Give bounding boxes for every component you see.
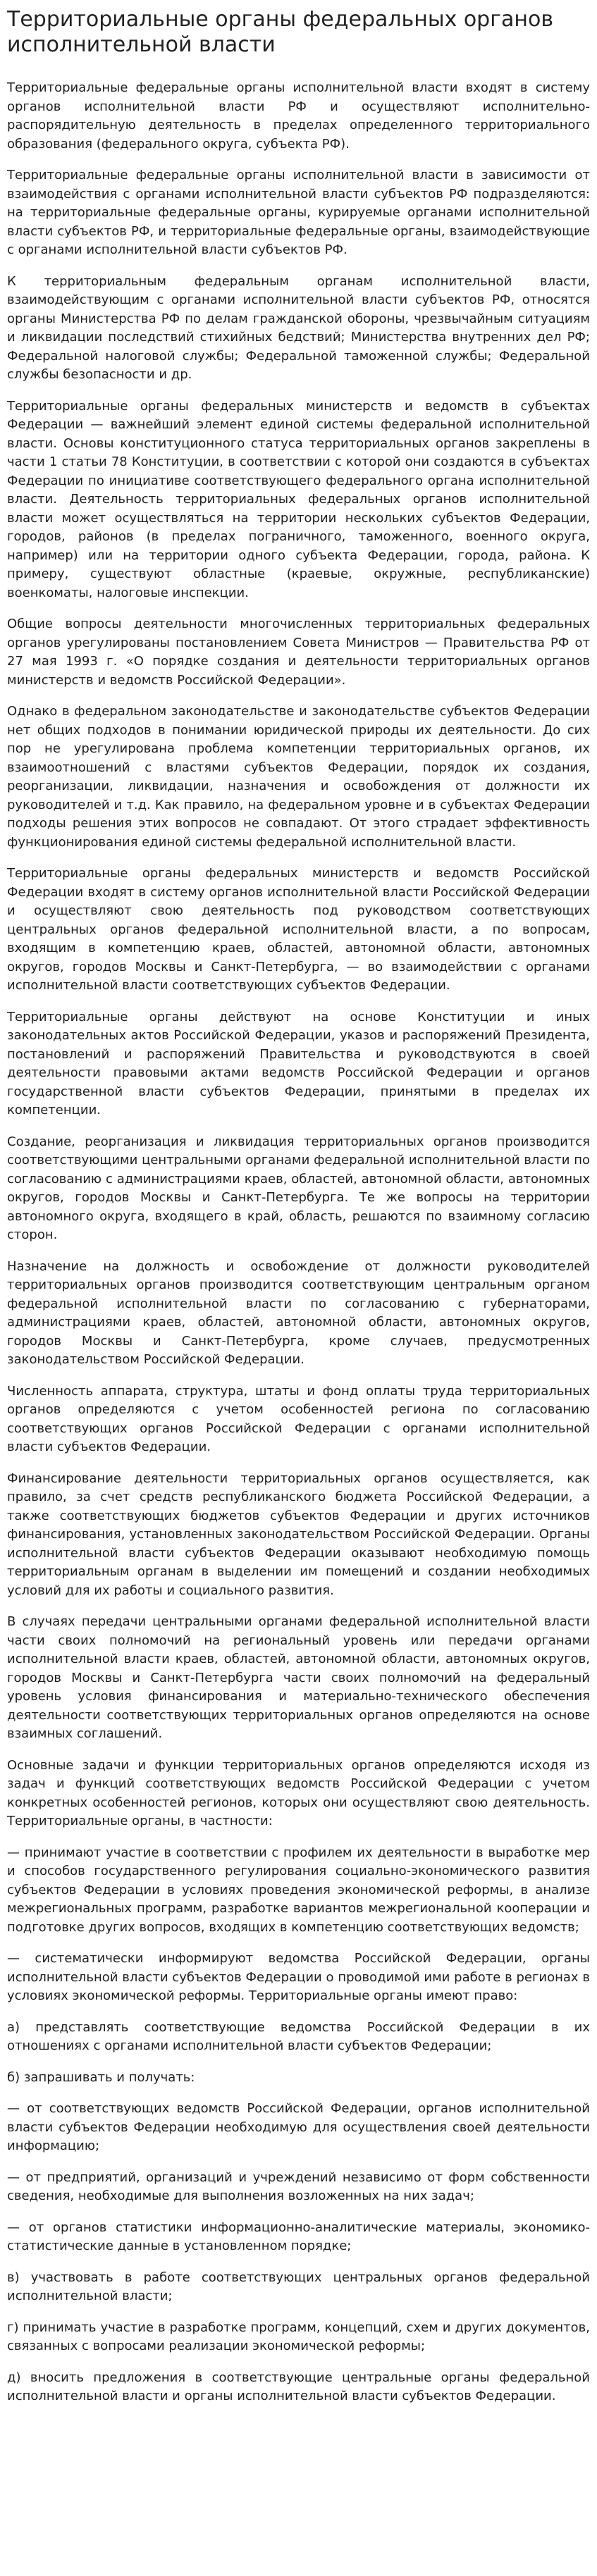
list-item: — от соответствующих ведомств Российской Федерации, органов исполнительной власти субъектов Федерации необходимую для осуществления своей деятельности информацию;	[7, 2101, 590, 2153]
paragraph: Однако в федеральном законодательстве и законодательстве субъектов Федерации нет общих подходов в понимании юридической природы их деятельности. До сих пор не урегулирована проблема компетенции территориальных органов, их взаимоотношений с властями субъектов Федерации, порядок их создания, реорганизации, ликвидации, назначения и освобождения от должности их руководителей и т.д. Как правило, на федеральном уровне и в субъектах Федерации подходы решения этих вопросов не совпадают. От этого страдает эффективность функционирования единой системы федеральной исполнительной власти.	[7, 704, 590, 850]
paragraph: Территориальные органы федеральных министерств и ведомств Российской Федерации входят в систему органов исполнительной власти Российской Федерации и осуществляют свою деятельность под руководством соответствующих центральных органов федеральной исполнительной власти, а по вопросам, входящим в компетенцию краев, областей, автономной области, автономных округов, городов Москвы и Санкт-Петербурга, — во взаимодействии с органами исполнительной власти соответствующих субъектов Федерации.	[7, 866, 590, 993]
paragraph: Назначение на должность и освобождение от должности руководителей территориальных органов производится соответствующим центральным органом федеральной исполнительной власти по согласованию с губернаторами, администрациями краев, областей, автономной области, автономных округов, городов Москвы и Санкт-Петербурга, кроме случаев, предусмотренных законодательством Российской Федерации.	[7, 1258, 590, 1367]
list-item: — систематически информируют ведомства Российской Федерации, органы исполнительной власти субъектов Федерации о проводимой ими работе в регионах в условиях экономической реформы. Территориальные органы имеют право:	[7, 1951, 590, 2003]
paragraph: Создание, реорганизация и ликвидация территориальных органов производится соответствующими центральными органами федеральной исполнительной власти по согласованию с администрациями краев, областей, автономной области, автономных округов, городов Москвы и Санкт-Петербурга. Те же вопросы на территории автономного округа, входящего в край, область, решаются по взаимному согласию сторон.	[7, 1134, 590, 1242]
list-item: д) вносить предложения в соответствующие центральные органы федеральной исполнительной власти и органы исполнительной власти субъектов Федерации.	[7, 2370, 590, 2403]
list-item: — от предприятий, организаций и учреждений независимо от форм собственности сведения, необходимые для выполнения возложенных на них задач;	[7, 2169, 590, 2203]
list-item: в) участвовать в работе соответствующих центральных органов федеральной исполнительной власти;	[7, 2270, 590, 2303]
paragraph: Территориальные федеральные органы исполнительной власти в зависимости от взаимодействия с органами исполнительной власти субъектов РФ подразделяются: на территориальные федеральные органы, курируемые органами исполнительной власти субъектов РФ, и территориальные федеральные органы, взаимодействующие с органами исполнительной власти субъектов РФ.	[7, 168, 590, 257]
paragraph: Территориальные органы федеральных министерств и ведомств в субъектах Федерации — важнейший элемент единой системы федеральной исполнительной власти. Основы конституционного статуса территориальных органов закреплены в части 1 статьи 78 Конституции, в соответствии с которой они создаются в субъектах Федерации по инициативе соответствующего федерального органа исполнительной власти. Деятельность территориальных федеральных органов исполнительной власти может осуществляться на территории нескольких субъектов Федерации, городов, районов (в пределах пограничного, таможенного, военного округа, например) или на территории одного субъекта Федерации, города, района. К примеру, существуют областные (краевые, окружные, республиканские) военкоматы, налоговые инспекции.	[7, 398, 590, 600]
list-item: — принимают участие в соответствии с профилем их деятельности в выработке мер и способов государственного регулирования социально-экономического развития субъектов Федерации в условиях проведения экономической реформы, в анализе межрегиональных программ, разработке вариантов межрегиональной кооперации и подготовке других вопросов, входящих в компетенцию соответствующих ведомств;	[7, 1845, 590, 1935]
paragraph: В случаях передачи центральными органами федеральной исполнительной власти части своих полномочий на региональный уровень или передачи органами исполнительной власти краев, областей, автономной области, автономных округов, городов Москвы и Санкт-Петербурга части своих полномочий на федеральный уровень условия финансирования и материально-технического обеспечения деятельности соответствующих территориальных органов определяются на основе взаимных соглашений.	[7, 1614, 590, 1741]
paragraph: Территориальные федеральные органы исполнительной власти входят в систему органов исполнительной власти РФ и осуществляют исполнительно-распорядительную деятельность в пределах определенного территориального образования (федерального округа, субъекта РФ).	[7, 80, 590, 151]
article-body	[0, 58, 597, 2406]
list-item: г) принимать участие в разработке программ, концепций, схем и других документов, связанных с вопросами реализации экономической реформы;	[7, 2320, 590, 2353]
paragraph: Финансирование деятельности территориальных органов осуществляется, как правило, за счет средств республиканского бюджета Российской Федерации, а также соответствующих бюджетов субъектов Федерации и других источников финансирования, установленных законодательством Российской Федерации. Органы исполнительной власти субъектов Федерации оказывают необходимую помощь территориальным органам в выделении им помещений и создании необходимых условий для их работы и социального развития.	[7, 1470, 590, 1598]
paragraph: Общие вопросы деятельности многочисленных территориальных федеральных органов урегулированы постановлением Совета Министров — Правительства РФ от 27 мая 1993 г. «О порядке создания и деятельности территориальных органов министерств и ведомств Российской Федерации».	[7, 617, 590, 688]
list-item: — от органов статистики информационно-аналитические материалы, экономико-статистические данные в установленном порядке;	[7, 2219, 590, 2253]
list-item: б) запрашивать и получать:	[7, 2069, 195, 2085]
paragraph: Численность аппарата, структура, штаты и фонд оплаты труда территориальных органов определяются с учетом особенностей региона по согласованию соответствующих органов Российской Федерации с органами исполнительной власти субъектов Федерации.	[7, 1383, 590, 1454]
list-item: а) представлять соответствующие ведомства Российской Федерации в их отношениях с органами исполнительной власти субъектов Федерации;	[7, 2019, 590, 2053]
paragraph: Территориальные органы действуют на основе Конституции и иных законодательных актов Российской Федерации, указов и распоряжений Президента, постановлений и распоряжений Правительства и руководствуются в своей деятельности правовыми актами ведомств Российской Федерации и органов государственной власти субъектов Федерации, принятыми в пределах их компетенции.	[7, 1009, 590, 1117]
page-title: Территориальные органы федеральных органов исполнительной власти	[7, 7, 554, 57]
paragraph: Основные задачи и функции территориальных органов определяются исходя из задач и функций соответствующих ведомств Российской Федерации с учетом конкретных особенностей регионов, которых они осуществляют свою деятельность. Территориальные органы, в частности:	[7, 1757, 590, 1828]
paragraph: К территориальным федеральным органам исполнительной власти, взаимодействующим с органами исполнительной власти субъектов РФ, относятся органы Министерства РФ по делам гражданской обороны, чрезвычайным ситуациям и ликвидации последствий стихийных бедствий; Министерства внутренних дел РФ; Федеральной налоговой службы; Федеральной таможенной службы; Федеральной службы безопасности и др.	[7, 273, 590, 382]
